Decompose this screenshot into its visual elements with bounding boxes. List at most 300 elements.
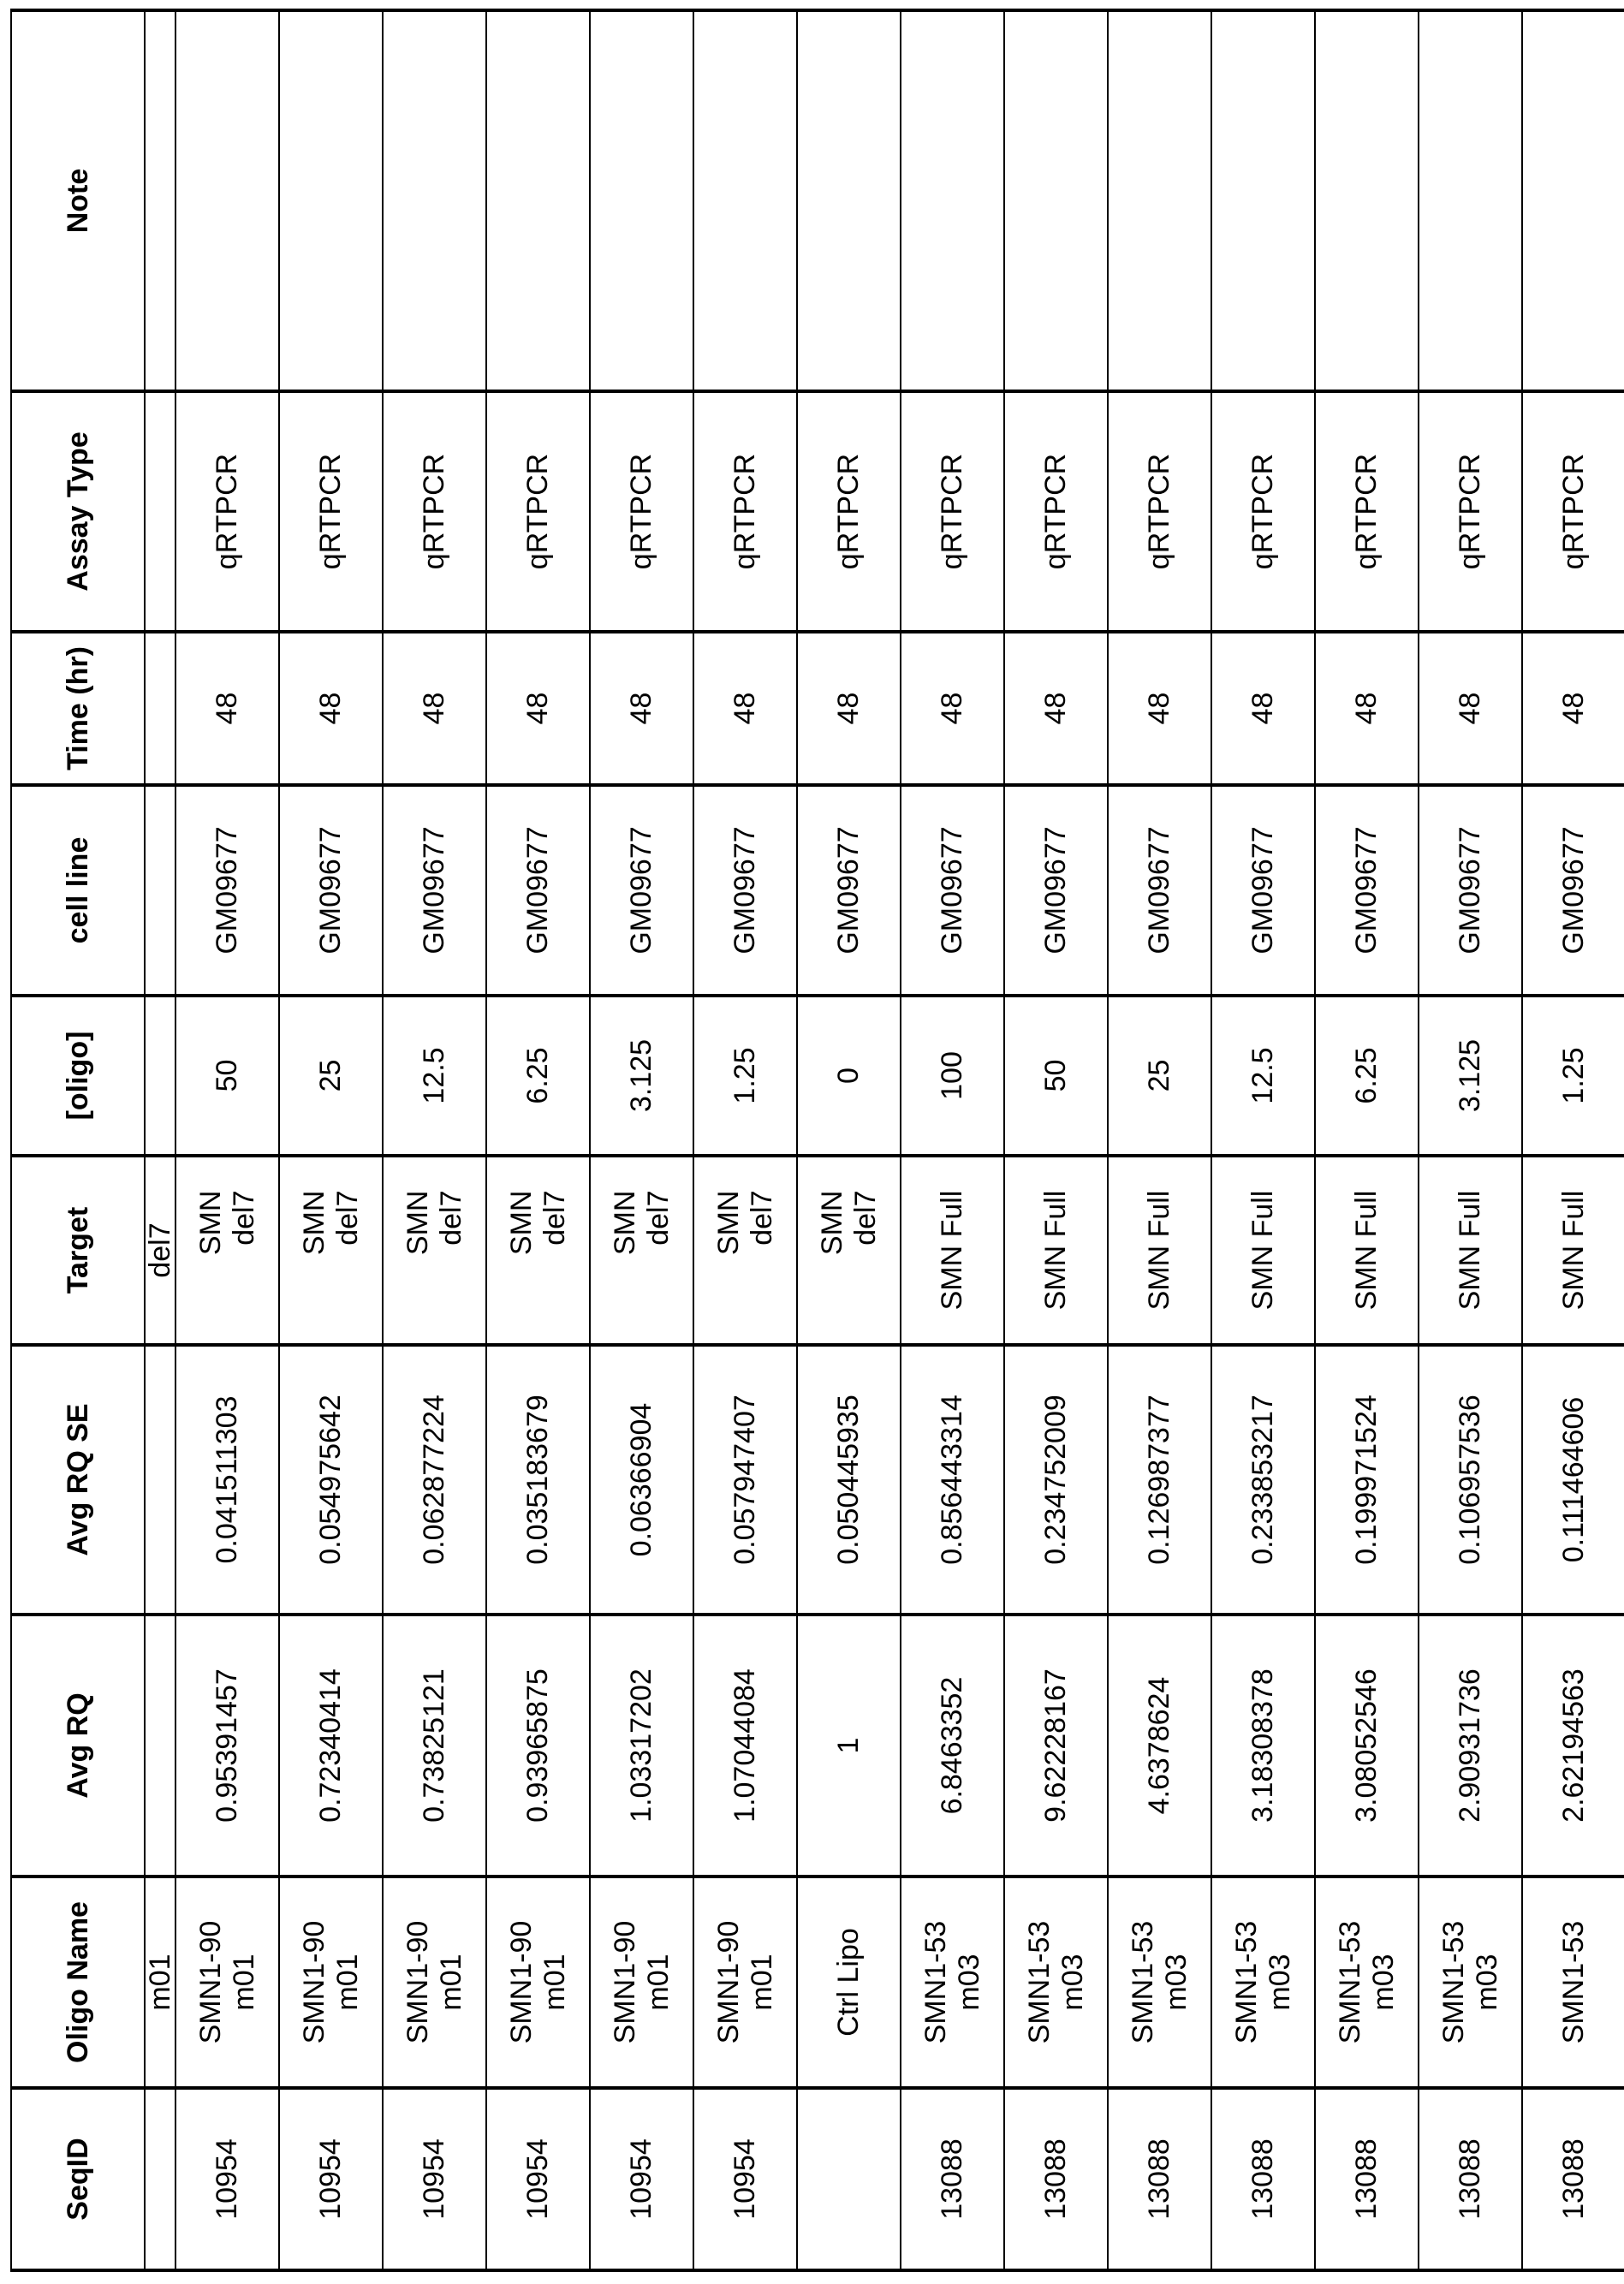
rotated-page [0, 0, 1624, 2284]
header-oligo-name: Oligo Name [11, 1877, 145, 2088]
cell-oligo-conc [1108, 996, 1211, 1156]
avg-rq-se-value: 0.126987377 [1143, 1395, 1175, 1565]
oligo-name-value: SMN1-53 m03 [1023, 1918, 1088, 2047]
oligo-name-value: SMN1-90 m01 [609, 1918, 674, 2047]
cell-avg-rq [1108, 1615, 1211, 1877]
avg-rq-se-value: 0.041511303 [211, 1396, 243, 1564]
avg-rq-value: 0.72340414 [314, 1668, 347, 1823]
avg-rq-value: 1.03317202 [625, 1668, 657, 1823]
cell-note [693, 10, 797, 391]
cell-cell-line [901, 785, 1004, 996]
oligo-name-value: SMN1-90 m01 [194, 1918, 259, 2047]
time-hr-value: 48 [1039, 693, 1072, 725]
cell-seqid [901, 2088, 1004, 2270]
time-hr-value: 48 [832, 693, 865, 725]
table-row [175, 10, 279, 2270]
cell-target [1004, 1156, 1108, 1345]
avg-rq-value: 1 [832, 1738, 865, 1754]
cell-oligo-conc [486, 996, 590, 1156]
avg-rq-se-value: 0.050445935 [832, 1395, 865, 1565]
oligo-name-value: SMN1-53 m03 [1334, 1918, 1399, 2047]
oligo-name-value: m01 [144, 1954, 176, 2010]
time-hr-value: 48 [729, 693, 761, 725]
cell-cell-line [1522, 785, 1624, 996]
seqid-value: 10954 [521, 2138, 554, 2220]
header-note: Note [11, 10, 145, 391]
cell-note [1522, 10, 1624, 391]
cell-cell-line [145, 785, 175, 996]
oligo-conc-value: 100 [936, 1051, 968, 1100]
table-row [486, 10, 590, 2270]
cell-oligo-name [383, 1877, 486, 2088]
cell-target [279, 1156, 383, 1345]
oligo-name-value: SMN1-53 m03 [1127, 1918, 1192, 2047]
cell-avg-rq [1522, 1615, 1624, 1877]
cell-avg-rq-se [175, 1345, 279, 1615]
cell-line-value: GM09677 [1039, 826, 1072, 954]
cell-seqid [145, 2088, 175, 2270]
cell-time-hr [175, 632, 279, 785]
oligo-conc-value: 1.25 [729, 1047, 761, 1103]
target-value: SMN Full [1246, 1191, 1279, 1311]
avg-rq-se-value: 0.234752009 [1039, 1395, 1072, 1565]
cell-oligo-name [901, 1877, 1004, 2088]
table-row [1315, 10, 1419, 2270]
cell-assay-type [693, 391, 797, 632]
cell-note [175, 10, 279, 391]
table-row [1108, 10, 1211, 2270]
cell-avg-rq [145, 1615, 175, 1877]
seqid-value: 13088 [1454, 2138, 1486, 2220]
target-value: SMN Full [1039, 1191, 1072, 1311]
avg-rq-se-value: 0.054975642 [314, 1395, 347, 1565]
table-row [1522, 10, 1624, 2270]
assay-type-value: qRTPCR [314, 454, 347, 569]
cell-note [1315, 10, 1419, 391]
cell-avg-rq [590, 1615, 693, 1877]
cell-time-hr [797, 632, 901, 785]
target-value: SMN del7 [298, 1191, 363, 1311]
table-row [1211, 10, 1315, 2270]
seqid-value: 13088 [1350, 2138, 1383, 2220]
cell-oligo-name [1522, 1877, 1624, 2088]
cell-line-value: GM09677 [1246, 826, 1279, 954]
cell-seqid [590, 2088, 693, 2270]
cell-assay-type [486, 391, 590, 632]
target-value: SMN del7 [505, 1191, 570, 1311]
assay-type-value: qRTPCR [418, 454, 450, 569]
cell-time-hr [279, 632, 383, 785]
cell-oligo-name [175, 1877, 279, 2088]
cell-oligo-conc [1211, 996, 1315, 1156]
avg-rq-value: 2.90931736 [1454, 1668, 1486, 1823]
cell-avg-rq-se [1315, 1345, 1419, 1615]
seqid-value: 10954 [418, 2138, 450, 2220]
oligo-conc-value: 1.25 [1557, 1047, 1590, 1103]
assay-type-value: qRTPCR [1557, 454, 1590, 569]
target-value: SMN del7 [194, 1191, 259, 1311]
cell-line-value: GM09677 [1350, 826, 1383, 954]
target-value: SMN Full [1454, 1191, 1486, 1311]
cell-note [1108, 10, 1211, 391]
seqid-value: 13088 [936, 2138, 968, 2220]
cell-avg-rq [1004, 1615, 1108, 1877]
cell-cell-line [1419, 785, 1522, 996]
cell-note [486, 10, 590, 391]
cell-target [590, 1156, 693, 1345]
cell-avg-rq [1315, 1615, 1419, 1877]
avg-rq-value: 9.62228167 [1039, 1668, 1072, 1823]
seqid-value: 13088 [1557, 2138, 1590, 2220]
cell-time-hr [383, 632, 486, 785]
cell-line-value: GM09677 [211, 826, 243, 954]
oligo-conc-value: 50 [1039, 1060, 1072, 1092]
cell-oligo-conc [175, 996, 279, 1156]
cell-assay-type [1211, 391, 1315, 632]
cell-assay-type [1315, 391, 1419, 632]
table-row [901, 10, 1004, 2270]
avg-rq-se-value: 0.06366904 [625, 1403, 657, 1557]
seqid-value: 13088 [1039, 2138, 1072, 2220]
cell-cell-line [1315, 785, 1419, 996]
time-hr-value: 48 [1454, 693, 1486, 725]
target-value: SMN del7 [816, 1191, 881, 1311]
cell-avg-rq-se [1522, 1345, 1624, 1615]
assay-type-value: qRTPCR [211, 454, 243, 569]
cell-avg-rq-se [486, 1345, 590, 1615]
cell-oligo-name [1315, 1877, 1419, 2088]
cell-seqid [693, 2088, 797, 2270]
cell-oligo-conc [1004, 996, 1108, 1156]
cell-target [175, 1156, 279, 1345]
cell-time-hr [1211, 632, 1315, 785]
oligo-name-value: SMN1-90 m01 [298, 1918, 363, 2047]
cell-oligo-name [1419, 1877, 1522, 2088]
seqid-value: 13088 [1246, 2138, 1279, 2220]
time-hr-value: 48 [418, 693, 450, 725]
header-cell-line: cell line [11, 785, 145, 996]
time-hr-value: 48 [625, 693, 657, 725]
cell-avg-rq-se [1419, 1345, 1522, 1615]
cell-oligo-name [797, 1877, 901, 2088]
table-row [383, 10, 486, 2270]
cell-oligo-conc [693, 996, 797, 1156]
cell-oligo-name [279, 1877, 383, 2088]
cell-oligo-name [1108, 1877, 1211, 2088]
oligo-conc-value: 12.5 [1246, 1047, 1279, 1103]
cell-seqid [1522, 2088, 1624, 2270]
header-target: Target [11, 1156, 145, 1345]
cell-time-hr [901, 632, 1004, 785]
cell-avg-rq-se [797, 1345, 901, 1615]
cell-assay-type [175, 391, 279, 632]
cell-seqid [486, 2088, 590, 2270]
cell-time-hr [1004, 632, 1108, 785]
avg-rq-se-value: 0.111464606 [1557, 1397, 1590, 1563]
target-value: SMN Full [1350, 1191, 1383, 1311]
oligo-name-value: SMN1-90 m01 [505, 1918, 570, 2047]
oligo-conc-value: 12.5 [418, 1047, 450, 1103]
header-assay-type: Assay Type [11, 391, 145, 632]
cell-avg-rq [175, 1615, 279, 1877]
avg-rq-se-value: 0.062877224 [418, 1395, 450, 1565]
cell-avg-rq-se [901, 1345, 1004, 1615]
avg-rq-value: 0.95391457 [211, 1668, 243, 1823]
oligo-name-value: SMN1-53 m03 [919, 1918, 985, 2047]
avg-rq-se-value: 0.106957536 [1454, 1395, 1486, 1565]
avg-rq-value: 3.18308378 [1246, 1668, 1279, 1823]
table-row [1004, 10, 1108, 2270]
seqid-value: 10954 [314, 2138, 347, 2220]
header-avg-rq-se: Avg RQ SE [11, 1345, 145, 1615]
cell-cell-line [1108, 785, 1211, 996]
cell-assay-type [590, 391, 693, 632]
cell-oligo-conc [1419, 996, 1522, 1156]
cell-line-value: GM09677 [832, 826, 865, 954]
cell-line-value: GM09677 [625, 826, 657, 954]
cell-seqid [1108, 2088, 1211, 2270]
table-row [693, 10, 797, 2270]
assay-type-value: qRTPCR [625, 454, 657, 569]
cell-avg-rq-se [145, 1345, 175, 1615]
cell-cell-line [590, 785, 693, 996]
cell-oligo-conc [1522, 996, 1624, 1156]
avg-rq-value: 1.07044084 [729, 1668, 761, 1823]
cell-time-hr [145, 632, 175, 785]
cell-cell-line [175, 785, 279, 996]
oligo-name-value: SMN1-53 m03 [1437, 1918, 1502, 2047]
cell-avg-rq [797, 1615, 901, 1877]
seqid-value: 10954 [625, 2138, 657, 2220]
cell-note [1004, 10, 1108, 391]
target-value: del7 [144, 1222, 176, 1277]
oligo-conc-value: 0 [832, 1068, 865, 1084]
cell-note [145, 10, 175, 391]
seqid-value: 13088 [1143, 2138, 1175, 2220]
assay-type-value: qRTPCR [1143, 454, 1175, 569]
cell-seqid [383, 2088, 486, 2270]
cell-line-value: GM09677 [936, 826, 968, 954]
cell-cell-line [486, 785, 590, 996]
cell-note [1419, 10, 1522, 391]
cell-seqid [1315, 2088, 1419, 2270]
cell-seqid [1211, 2088, 1315, 2270]
avg-rq-value: 2.62194563 [1557, 1668, 1590, 1823]
target-value: SMN Full [1557, 1191, 1590, 1311]
oligo-conc-value: 50 [211, 1060, 243, 1092]
cell-avg-rq-se [1004, 1345, 1108, 1615]
cell-time-hr [693, 632, 797, 785]
oligo-name-value: SMN1-90 m01 [402, 1918, 467, 2047]
cell-line-value: GM09677 [521, 826, 554, 954]
cell-avg-rq-se [590, 1345, 693, 1615]
time-hr-value: 48 [211, 693, 243, 725]
header-row [11, 10, 145, 2270]
cell-seqid [175, 2088, 279, 2270]
cell-time-hr [1315, 632, 1419, 785]
cell-avg-rq [486, 1615, 590, 1877]
oligo-conc-value: 6.25 [1350, 1047, 1383, 1103]
cell-note [383, 10, 486, 391]
target-value: SMN del7 [712, 1191, 777, 1311]
cell-time-hr [590, 632, 693, 785]
cell-seqid [797, 2088, 901, 2270]
oligo-conc-value: 6.25 [521, 1047, 554, 1103]
cell-avg-rq-se [383, 1345, 486, 1615]
cell-target [1211, 1156, 1315, 1345]
cell-time-hr [1108, 632, 1211, 785]
avg-rq-se-value: 0.233853217 [1246, 1395, 1279, 1565]
oligo-name-value: Ctrl Lipo [832, 1928, 865, 2037]
assay-type-value: qRTPCR [1246, 454, 1279, 569]
cell-cell-line [797, 785, 901, 996]
cell-target [901, 1156, 1004, 1345]
time-hr-value: 48 [521, 693, 554, 725]
cell-oligo-conc [797, 996, 901, 1156]
cell-time-hr [1419, 632, 1522, 785]
cell-cell-line [1211, 785, 1315, 996]
cell-assay-type [383, 391, 486, 632]
assay-type-value: qRTPCR [936, 454, 968, 569]
cell-oligo-name [1211, 1877, 1315, 2088]
cell-oligo-name [590, 1877, 693, 2088]
cell-line-value: GM09677 [314, 826, 347, 954]
cell-target [1315, 1156, 1419, 1345]
cell-note [901, 10, 1004, 391]
assay-type-value: qRTPCR [521, 454, 554, 569]
cell-oligo-conc [1315, 996, 1419, 1156]
cell-note [590, 10, 693, 391]
header-oligo-conc: [oligo] [11, 996, 145, 1156]
cell-assay-type [1522, 391, 1624, 632]
cell-avg-rq-se [279, 1345, 383, 1615]
results-table [10, 9, 1624, 2272]
cell-time-hr [486, 632, 590, 785]
cell-cell-line [279, 785, 383, 996]
avg-rq-value: 0.93965875 [521, 1668, 554, 1823]
avg-rq-se-value: 0.199971524 [1350, 1395, 1383, 1565]
cell-line-value: GM09677 [1143, 826, 1175, 954]
target-value: SMN del7 [609, 1191, 674, 1311]
cell-line-value: GM09677 [1454, 826, 1486, 954]
table-row-continued [145, 10, 175, 2270]
cell-oligo-name [693, 1877, 797, 2088]
cell-assay-type [145, 391, 175, 632]
cell-oligo-conc [901, 996, 1004, 1156]
oligo-conc-value: 25 [1143, 1060, 1175, 1092]
cell-oligo-name [486, 1877, 590, 2088]
cell-target [1522, 1156, 1624, 1345]
avg-rq-se-value: 0.035183679 [521, 1395, 554, 1565]
cell-assay-type [1004, 391, 1108, 632]
header-seqid: SeqID [11, 2088, 145, 2270]
time-hr-value: 48 [1557, 693, 1590, 725]
assay-type-value: qRTPCR [1454, 454, 1486, 569]
cell-seqid [1419, 2088, 1522, 2270]
cell-oligo-conc [590, 996, 693, 1156]
cell-seqid [279, 2088, 383, 2270]
oligo-conc-value: 3.125 [1454, 1039, 1486, 1112]
cell-oligo-name [1004, 1877, 1108, 2088]
cell-note [797, 10, 901, 391]
avg-rq-se-value: 0.057947407 [729, 1395, 761, 1565]
table-row [279, 10, 383, 2270]
cell-note [1211, 10, 1315, 391]
cell-target [693, 1156, 797, 1345]
cell-target [383, 1156, 486, 1345]
cell-assay-type [1108, 391, 1211, 632]
cell-line-value: GM09677 [1557, 826, 1590, 954]
oligo-name-value: SMN1-53 [1557, 1921, 1590, 2044]
table-row [590, 10, 693, 2270]
cell-cell-line [383, 785, 486, 996]
time-hr-value: 48 [1350, 693, 1383, 725]
cell-oligo-conc [383, 996, 486, 1156]
assay-type-value: qRTPCR [1039, 454, 1072, 569]
cell-oligo-name [145, 1877, 175, 2088]
cell-avg-rq [279, 1615, 383, 1877]
cell-target [1419, 1156, 1522, 1345]
cell-target [797, 1156, 901, 1345]
cell-line-value: GM09677 [729, 826, 761, 954]
cell-avg-rq-se [1108, 1345, 1211, 1615]
target-value: SMN Full [936, 1191, 968, 1311]
oligo-conc-value: 25 [314, 1060, 347, 1092]
cell-oligo-conc [279, 996, 383, 1156]
assay-type-value: qRTPCR [729, 454, 761, 569]
avg-rq-se-value: 0.856443314 [936, 1395, 968, 1565]
header-time-hr: Time (hr) [11, 632, 145, 785]
assay-type-value: qRTPCR [832, 454, 865, 569]
time-hr-value: 48 [314, 693, 347, 725]
table-row [797, 10, 901, 2270]
seqid-value: 10954 [211, 2138, 243, 2220]
cell-cell-line [693, 785, 797, 996]
oligo-name-value: SMN1-90 m01 [712, 1918, 777, 2047]
avg-rq-value: 0.73825121 [418, 1668, 450, 1823]
assay-type-value: qRTPCR [1350, 454, 1383, 569]
avg-rq-value: 6.8463352 [936, 1677, 968, 1815]
time-hr-value: 48 [1143, 693, 1175, 725]
cell-seqid [1004, 2088, 1108, 2270]
cell-target [1108, 1156, 1211, 1345]
cell-avg-rq [693, 1615, 797, 1877]
seqid-value: 10954 [729, 2138, 761, 2220]
avg-rq-value: 3.08052546 [1350, 1668, 1383, 1823]
cell-avg-rq-se [693, 1345, 797, 1615]
target-value: SMN Full [1143, 1191, 1175, 1311]
cell-target [145, 1156, 175, 1345]
cell-avg-rq [1211, 1615, 1315, 1877]
time-hr-value: 48 [1246, 693, 1279, 725]
target-value: SMN del7 [402, 1191, 467, 1311]
cell-assay-type [279, 391, 383, 632]
cell-time-hr [1522, 632, 1624, 785]
cell-assay-type [1419, 391, 1522, 632]
cell-line-value: GM09677 [418, 826, 450, 954]
avg-rq-value: 4.6378624 [1143, 1677, 1175, 1815]
cell-assay-type [901, 391, 1004, 632]
oligo-conc-value: 3.125 [625, 1039, 657, 1112]
cell-avg-rq-se [1211, 1345, 1315, 1615]
cell-target [486, 1156, 590, 1345]
time-hr-value: 48 [936, 693, 968, 725]
cell-avg-rq [1419, 1615, 1522, 1877]
header-avg-rq: Avg RQ [11, 1615, 145, 1877]
cell-assay-type [797, 391, 901, 632]
cell-cell-line [1004, 785, 1108, 996]
cell-avg-rq [383, 1615, 486, 1877]
